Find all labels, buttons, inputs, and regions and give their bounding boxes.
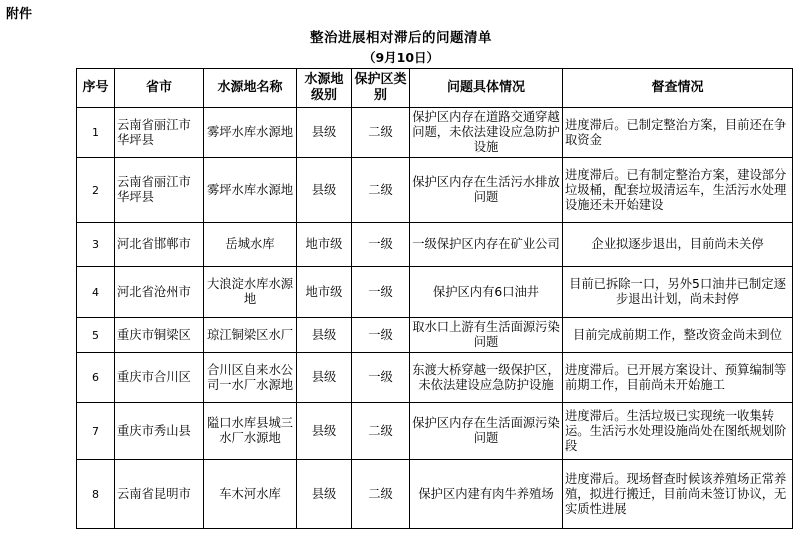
row-problem-detail: 保护区内有6口油井 (410, 267, 563, 318)
header-source-level: 水源地级别 (297, 69, 352, 108)
table-row (77, 353, 793, 403)
row-inspection-status: 进度滞后。已有制定整治方案，建设部分垃圾桶，配套垃圾清运车，生活污水处理设施还未开始建设 (563, 158, 793, 223)
row-source-name: 隘口水库县城三水厂水源地 (204, 403, 297, 460)
row-index: 6 (77, 353, 115, 403)
row-source-name: 琼江铜梁区水厂 (204, 318, 297, 353)
row-inspection-status: 目前已拆除一口，另外5口油井已制定逐步退出计划，尚未封停 (563, 267, 793, 318)
table-header-row (77, 69, 793, 108)
row-province-city: 云南省丽江市华坪县 (115, 158, 204, 223)
table-row (77, 403, 793, 460)
row-protection-zone: 二级 (352, 108, 410, 158)
table-row (77, 108, 793, 158)
attachment-label: 附件 (6, 7, 33, 22)
row-problem-detail: 保护区内建有肉牛养殖场 (410, 460, 563, 529)
row-source-level: 县级 (297, 353, 352, 403)
row-source-name: 岳城水库 (204, 223, 297, 267)
row-source-name: 雾坪水库水源地 (204, 108, 297, 158)
table-row (77, 223, 793, 267)
header-problem-detail: 问题具体情况 (410, 69, 563, 108)
row-source-level: 地市级 (297, 267, 352, 318)
row-province-city: 重庆市铜梁区 (115, 318, 204, 353)
row-index: 5 (77, 318, 115, 353)
problem-list-table (76, 68, 793, 529)
row-problem-detail: 取水口上游有生活面源污染问题 (410, 318, 563, 353)
row-problem-detail: 保护区内存在生活污水排放问题 (410, 158, 563, 223)
row-inspection-status: 进度滞后。生活垃圾已实现统一收集转运。生活污水处理设施尚处在图纸规划阶段 (563, 403, 793, 460)
header-index: 序号 (77, 69, 115, 108)
document-date: （9月10日） (362, 50, 440, 65)
header-protection-zone: 保护区类别 (352, 69, 410, 108)
row-problem-detail: 保护区内存在生活面源污染问题 (410, 403, 563, 460)
document-title: 整治进展相对滞后的问题清单 (310, 30, 492, 46)
row-index: 2 (77, 158, 115, 223)
row-source-level: 县级 (297, 158, 352, 223)
row-inspection-status: 进度滞后。已开展方案设计、预算编制等前期工作，目前尚未开始施工 (563, 353, 793, 403)
row-source-name: 车木河水库 (204, 460, 297, 529)
row-inspection-status: 企业拟逐步退出，目前尚未关停 (563, 223, 793, 267)
row-source-name: 大浪淀水库水源地 (204, 267, 297, 318)
header-inspection-status: 督查情况 (563, 69, 793, 108)
row-source-level: 县级 (297, 318, 352, 353)
row-index: 8 (77, 460, 115, 529)
row-source-level: 地市级 (297, 223, 352, 267)
row-source-level: 县级 (297, 460, 352, 529)
row-source-level: 县级 (297, 108, 352, 158)
row-source-name: 雾坪水库水源地 (204, 158, 297, 223)
row-inspection-status: 进度滞后。已制定整治方案，目前还在争取资金 (563, 108, 793, 158)
row-problem-detail: 一级保护区内存在矿业公司 (410, 223, 563, 267)
row-protection-zone: 一级 (352, 223, 410, 267)
row-index: 4 (77, 267, 115, 318)
row-index: 7 (77, 403, 115, 460)
row-province-city: 河北省邯郸市 (115, 223, 204, 267)
row-protection-zone: 一级 (352, 353, 410, 403)
header-province-city: 省市 (115, 69, 204, 108)
row-province-city: 云南省丽江市华坪县 (115, 108, 204, 158)
row-index: 1 (77, 108, 115, 158)
row-protection-zone: 一级 (352, 318, 410, 353)
row-index: 3 (77, 223, 115, 267)
row-province-city: 云南省昆明市 (115, 460, 204, 529)
table-row (77, 318, 793, 353)
row-protection-zone: 二级 (352, 460, 410, 529)
row-inspection-status: 目前完成前期工作，整改资金尚未到位 (563, 318, 793, 353)
table-row (77, 267, 793, 318)
row-inspection-status: 进度滞后。现场督查时候该养殖场正常养殖，拟进行搬迁，目前尚未签订协议，无实质性进展 (563, 460, 793, 529)
row-problem-detail: 保护区内存在道路交通穿越问题，未依法建设应急防护设施 (410, 108, 563, 158)
table-row (77, 460, 793, 529)
row-protection-zone: 二级 (352, 158, 410, 223)
row-source-level: 县级 (297, 403, 352, 460)
table-row (77, 158, 793, 223)
row-source-name: 合川区自来水公司一水厂水源地 (204, 353, 297, 403)
row-province-city: 河北省沧州市 (115, 267, 204, 318)
row-protection-zone: 一级 (352, 267, 410, 318)
row-province-city: 重庆市合川区 (115, 353, 204, 403)
row-protection-zone: 二级 (352, 403, 410, 460)
header-source-name: 水源地名称 (204, 69, 297, 108)
row-province-city: 重庆市秀山县 (115, 403, 204, 460)
row-problem-detail: 东渡大桥穿越一级保护区，未依法建设应急防护设施 (410, 353, 563, 403)
